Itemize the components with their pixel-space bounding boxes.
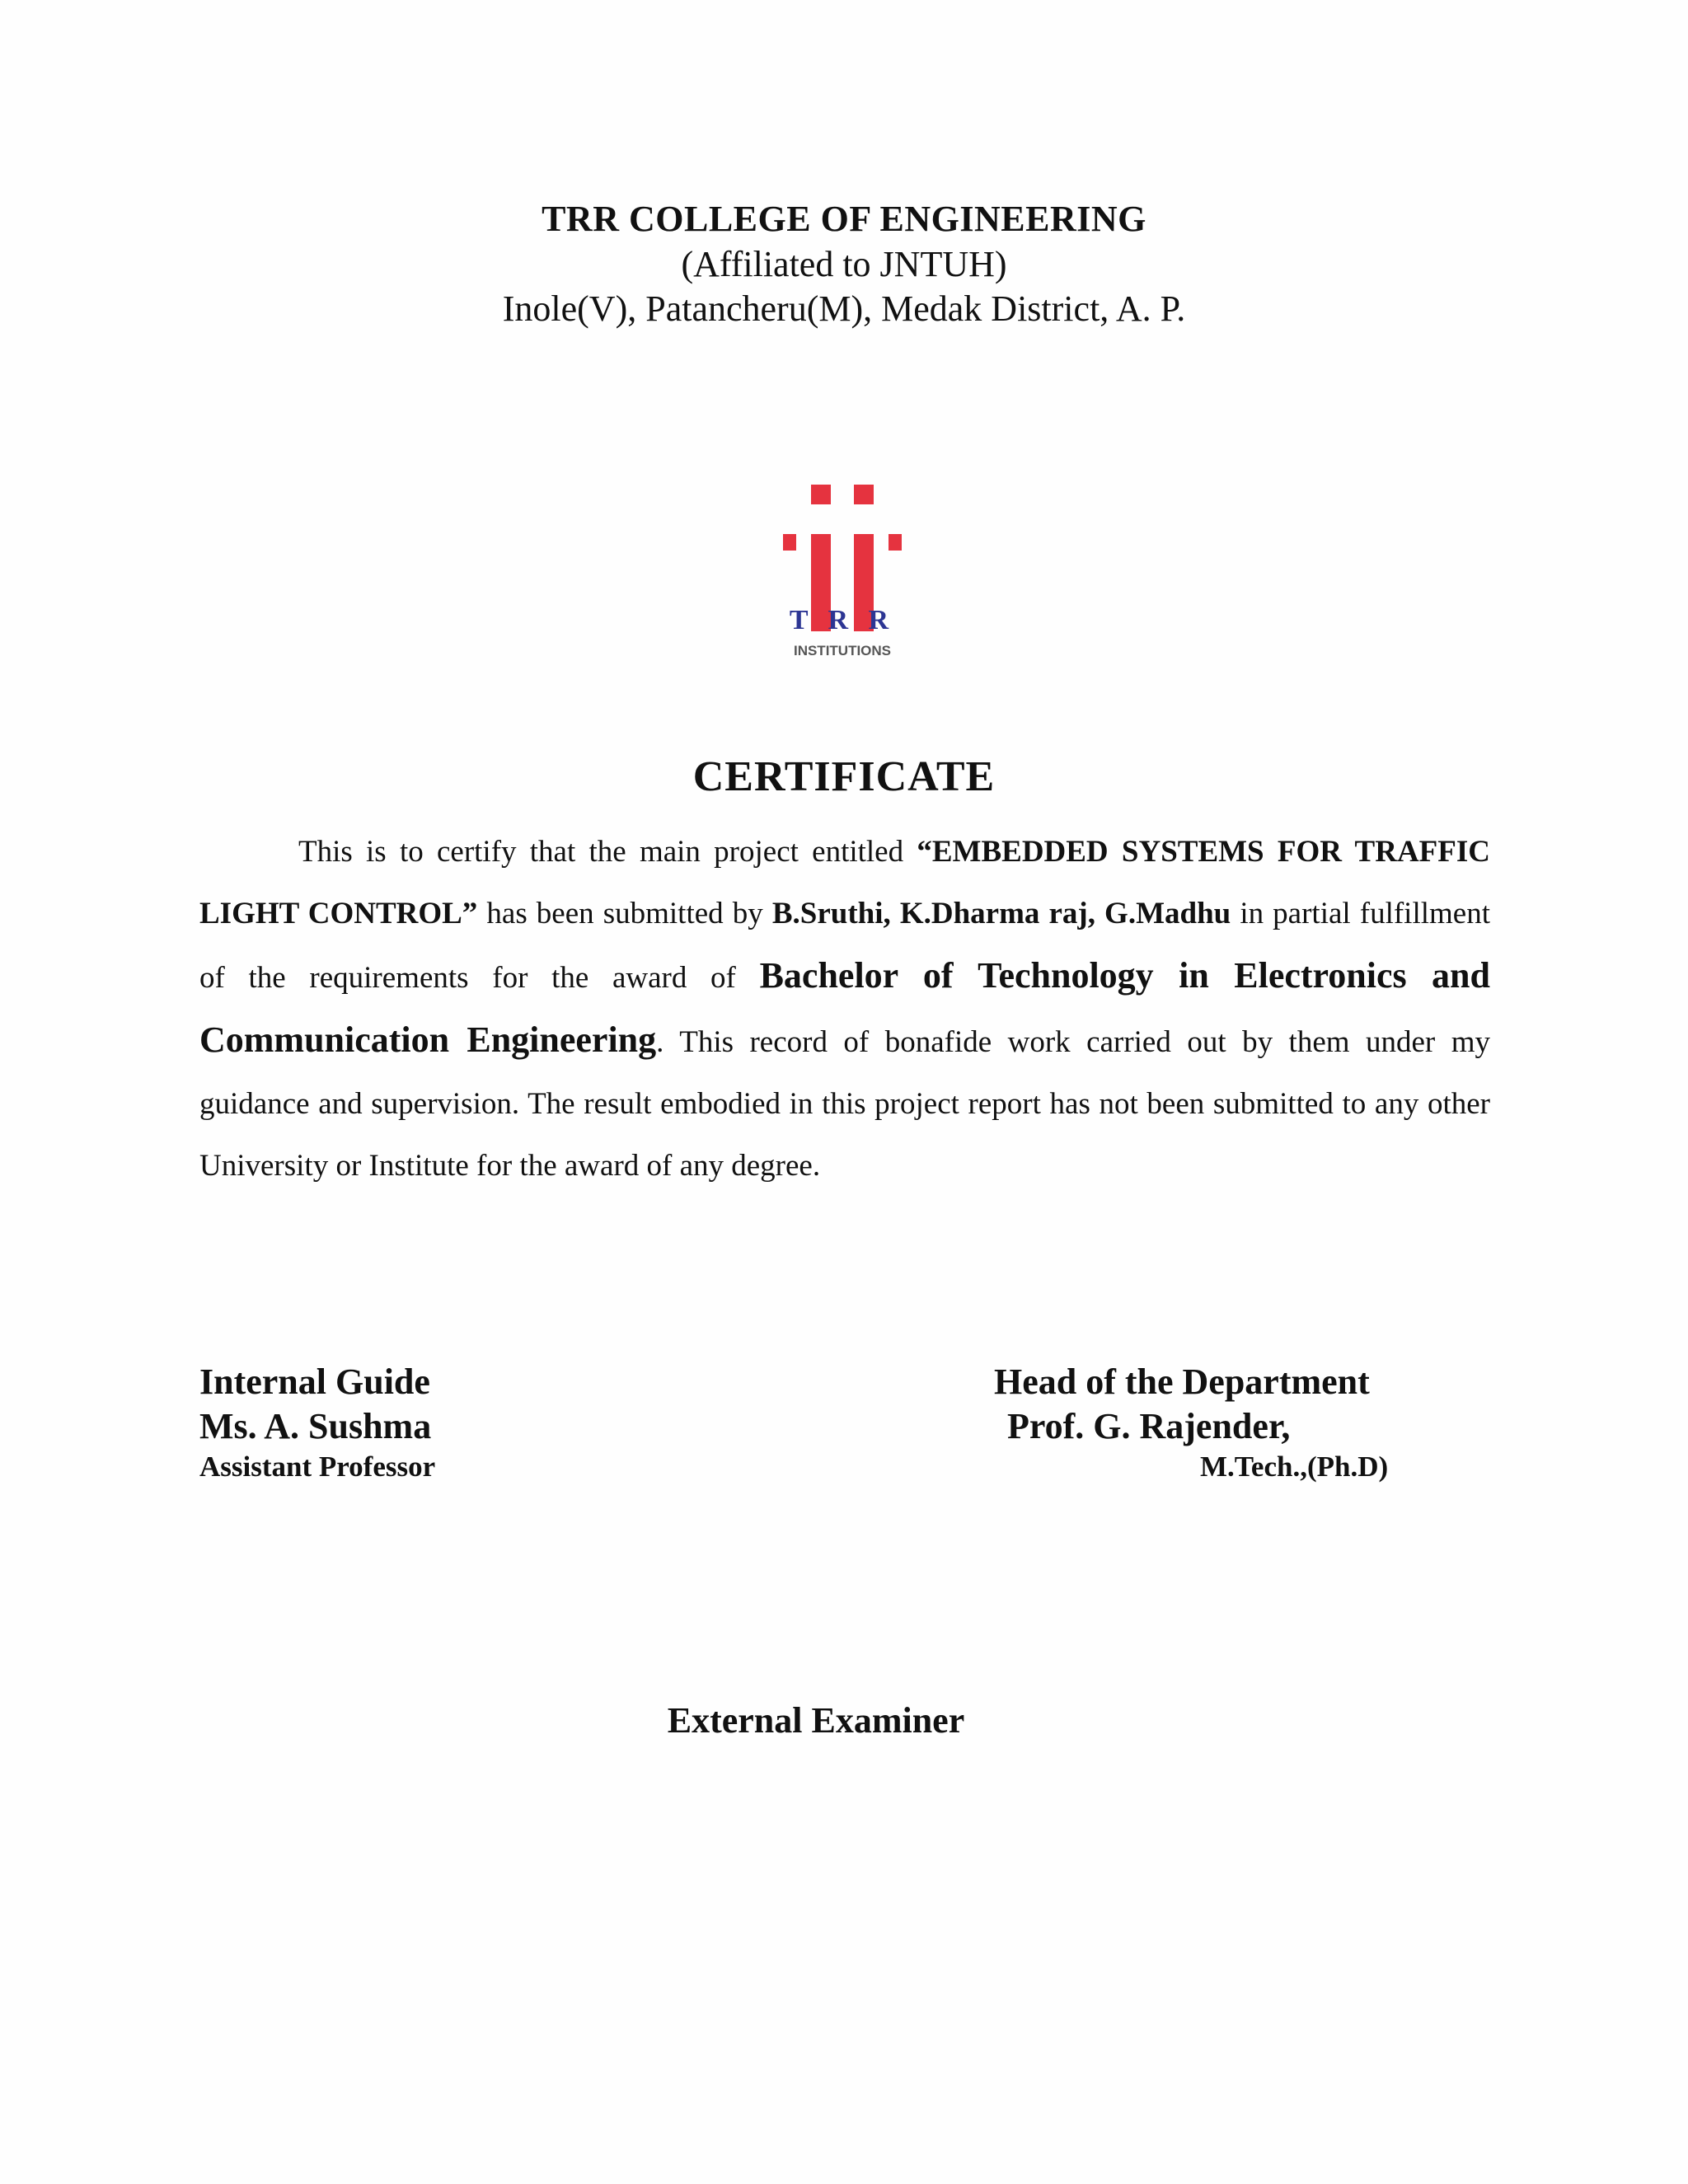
internal-guide-signature — [199, 1360, 435, 1485]
hod-name: Prof. G. Rajender, — [1007, 1406, 1291, 1446]
internal-guide-role: Internal Guide — [199, 1361, 430, 1402]
certificate-body — [199, 821, 1490, 1197]
affiliation-line: (Affiliated to JNTUH) — [681, 244, 1007, 284]
trr-logo-graphic — [783, 485, 902, 662]
project-title: “EMBEDDED SYSTEMS FOR TRAFFIC LIGHT CONTROL” — [199, 835, 1491, 930]
body-text-3: in partial fulfillment of the requirements for the award of — [199, 897, 1490, 995]
internal-guide-designation: Assistant Professor — [199, 1451, 436, 1483]
student-names: B.Sruthi, K.Dharma raj, G.Madhu — [771, 897, 1231, 930]
body-text-2: has been submitted by — [477, 897, 772, 930]
college-address: Inole(V), Patancheru(M), Medak District, A. P. — [502, 288, 1186, 329]
logo-red-square-right — [854, 485, 874, 504]
hod-role: Head of the Department — [994, 1361, 1370, 1402]
external-examiner-label: External Examiner — [667, 1700, 965, 1741]
logo-red-wing-right — [889, 534, 902, 551]
college-name: TRR COLLEGE OF ENGINEERING — [542, 199, 1146, 239]
logo-subtitle: INSTITUTIONS — [793, 643, 892, 658]
hod-designation: M.Tech.,(Ph.D) — [1200, 1451, 1389, 1483]
certificate-title: CERTIFICATE — [692, 753, 996, 800]
internal-guide-name: Ms. A. Sushma — [199, 1406, 432, 1446]
body-text-1: This is to certify that the main project entitled — [298, 835, 917, 869]
logo-red-wing-left — [783, 534, 796, 551]
logo-trr-letters: T R R — [789, 605, 896, 635]
degree-name: Bachelor of Technology in Electronics and Communication Engineering — [199, 955, 1490, 1060]
college-header — [0, 196, 1688, 331]
trr-institutions-logo — [783, 485, 902, 662]
hod-signature — [994, 1360, 1388, 1485]
body-text-4: . This record of bonafide work carried out by them under my guidance and supervision. The result embodied in this project report has not been submitted to any other University or Institute for the award of any degree. — [199, 1025, 1491, 1183]
logo-red-square-left — [811, 485, 831, 504]
